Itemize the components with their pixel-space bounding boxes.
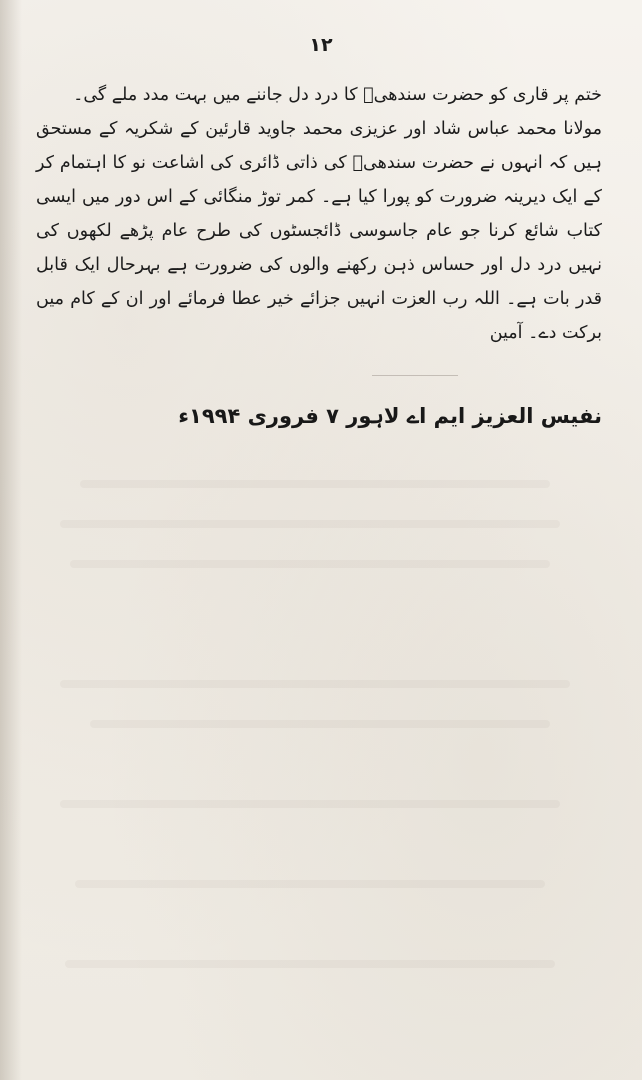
body-text [36,78,602,350]
bleed-through-mark [60,800,560,808]
separator-line [372,375,458,376]
bleed-through-mark [80,480,550,488]
page-number: ۱۲ [309,34,333,56]
paragraph-2: مولانا محمد عباس شاد اور عزیزی محمد جاوید قارئین کے شکریہ کے مستحق ہیں کہ انہوں نے حضرت سندھیؒ کی ذاتی ڈائری کی اشاعت نو کا اہتمام کر کے ایک دیرینہ ضرورت کو پورا کیا ہے۔ کمر توڑ منگائی کے اس دور میں ایسی کتاب شائع کرنا جو عام جاسوسی ڈائجسٹوں کی طرح عام پڑھے لکھوں کی نہیں درد دل اور حساس ذہن رکھنے والوں کی ضرورت ہے بہرحال ایک قابل قدر بات ہے۔ اللہ رب العزت انہیں جزائے خیر عطا فرمائے اور ان کے کام میں برکت دے۔ آمین [36,119,602,343]
signature-line: نفیس العزیز ایم اے لاہور ۷ فروری ۱۹۹۴ء [178,404,602,428]
bleed-through-mark [60,520,560,528]
paragraph-1: ختم پر قاری کو حضرت سندھیؒ کا درد دل جاننے میں بہت مدد ملے گی۔ [73,85,602,105]
bleed-through-mark [70,560,550,568]
bleed-through-mark [60,680,570,688]
bleed-through-mark [65,960,555,968]
bleed-through-mark [90,720,550,728]
page-binding-shadow [0,0,22,1080]
bleed-through-mark [75,880,545,888]
